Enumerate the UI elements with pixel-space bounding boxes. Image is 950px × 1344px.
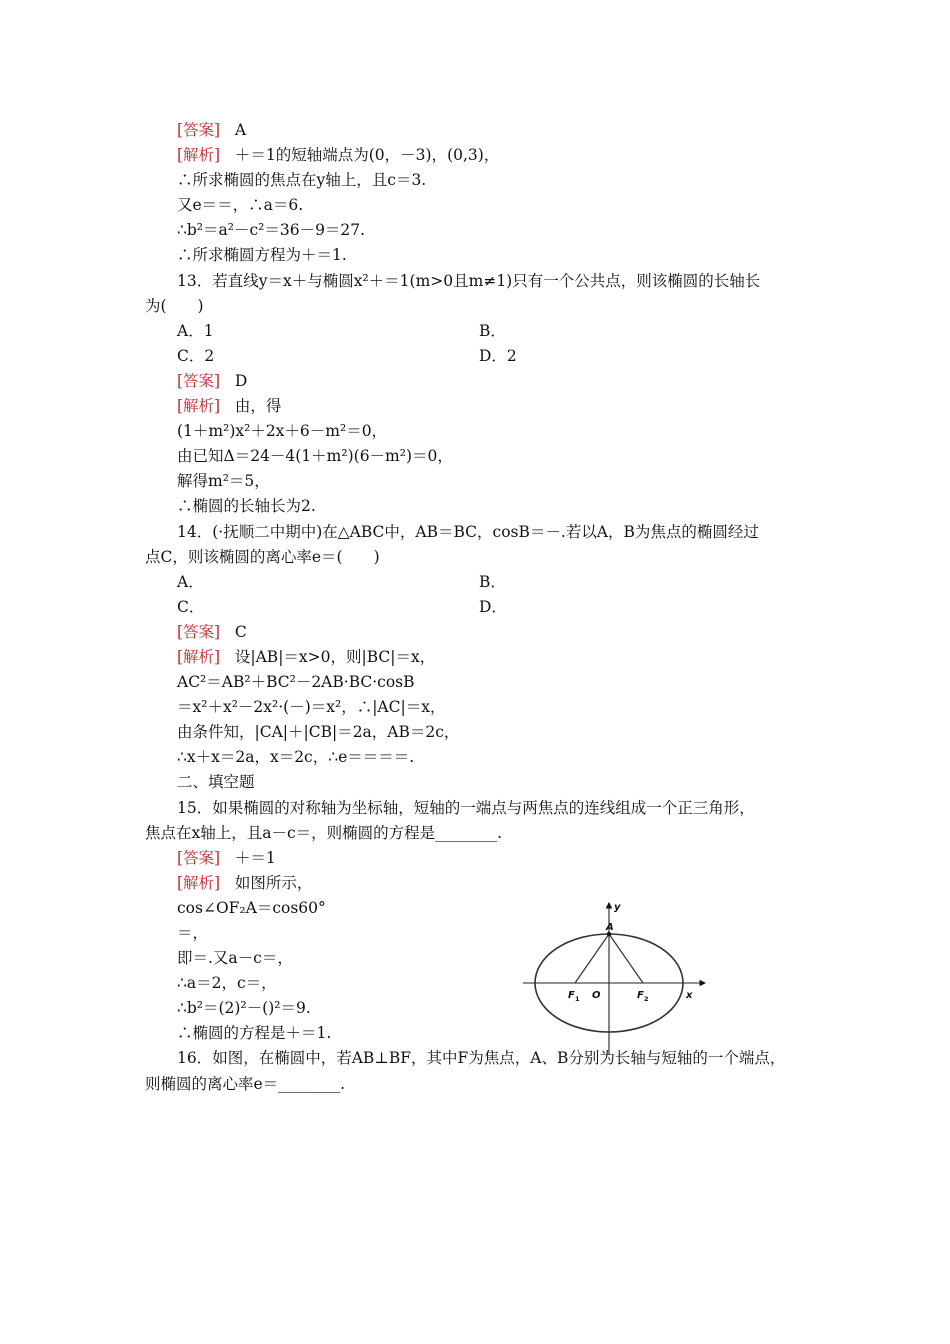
label-y: y <box>614 902 621 913</box>
text-line <box>145 770 825 795</box>
text-line <box>145 821 825 846</box>
line-text: 焦点在x轴上，且a－c＝，则椭圆的方程是________. <box>145 823 503 842</box>
line-text: D <box>234 371 248 390</box>
text-line <box>145 1046 825 1071</box>
text-line <box>145 243 825 268</box>
section-tag: [答案] <box>177 121 221 139</box>
line-text: 16．如图，在椭圆中，若AB⊥BF，其中F为焦点，A、B分别为长轴与短轴的一个端点， <box>177 1049 786 1068</box>
text-line <box>145 796 825 821</box>
section-tag: [解析] <box>177 647 221 666</box>
line-text: 即＝.又a－c＝， <box>177 949 293 968</box>
option-row <box>145 319 825 344</box>
document-body <box>145 118 825 1097</box>
line-text: ∴b²＝a²－c²＝36－9＝27. <box>177 221 366 240</box>
line-text: 解得m²＝5， <box>177 472 270 491</box>
line-text: A <box>234 121 247 139</box>
text-line <box>145 670 825 695</box>
label-f1: F <box>568 990 575 1001</box>
section-tag: [解析] <box>177 873 221 892</box>
text-line <box>145 469 825 494</box>
ellipse-figure <box>520 897 710 1057</box>
text-line <box>145 294 825 319</box>
labeled-line <box>145 118 825 143</box>
text-line <box>145 996 825 1021</box>
option-left: A． <box>177 572 204 591</box>
text-line <box>145 1021 825 1046</box>
labeled-line <box>145 846 825 871</box>
line-text: (1＋m²)x²＋2x＋6－m²＝0， <box>177 422 388 441</box>
option-left: C．2 <box>177 346 215 365</box>
text-line <box>145 971 825 996</box>
line-text: 15．如果椭圆的对称轴为坐标轴，短轴的一端点与两焦点的连线组成一个正三角形， <box>177 798 755 817</box>
text-line <box>145 218 825 243</box>
text-line <box>145 193 825 218</box>
text-line <box>145 494 825 519</box>
labeled-line <box>145 143 825 168</box>
segment-f1-a <box>575 934 609 983</box>
line-text: AC²＝AB²＋BC²－2AB·BC·cosB <box>177 673 415 692</box>
line-text: ＋＝1的短轴端点为(0，－3)，(0,3)， <box>234 146 500 165</box>
section-tag: [答案] <box>177 622 221 641</box>
line-text: ∴a＝2，c＝， <box>177 974 277 993</box>
section-tag: [解析] <box>177 397 221 416</box>
line-text: 又e＝＝，∴a＝6. <box>177 196 304 215</box>
text-line <box>145 745 825 770</box>
line-text: 14．(·抚顺二中期中)在△ABC中，AB＝BC，cosB＝－.若以A，B为焦点的椭圆经过 <box>177 522 759 541</box>
labeled-line <box>145 620 825 645</box>
label-f2-sub: 2 <box>644 995 649 1003</box>
section-tag: [答案] <box>177 848 221 867</box>
label-f2: F <box>637 990 644 1001</box>
line-text: 由已知Δ＝24－4(1＋m²)(6－m²)＝0， <box>177 447 453 466</box>
option-row <box>145 595 825 620</box>
labeled-line <box>145 369 825 394</box>
line-text: ＝， <box>177 924 209 942</box>
line-text: 由条件知，|CA|＋|CB|＝2a，AB＝2c， <box>177 723 460 742</box>
text-line <box>145 444 825 469</box>
text-line <box>145 1072 825 1097</box>
option-left: C． <box>177 597 205 616</box>
labeled-line <box>145 871 825 896</box>
option-right: B． <box>479 572 506 591</box>
line-text: ∴所求椭圆的焦点在y轴上，且c＝3. <box>177 171 427 190</box>
text-line <box>145 520 825 545</box>
text-line <box>145 545 825 570</box>
line-text: 二、填空题 <box>177 773 255 792</box>
option-row <box>145 344 825 369</box>
line-text: 设|AB|＝x>0，则|BC|＝x， <box>234 647 436 666</box>
line-text: 则椭圆的离心率e＝________. <box>145 1074 346 1093</box>
line-text: C <box>234 622 247 641</box>
line-text: ＝x²＋x²－2x²·(－)＝x²，∴|AC|＝x， <box>177 698 446 717</box>
text-line <box>145 419 825 444</box>
segment-f2-a <box>609 934 643 983</box>
line-text: ∴椭圆的长轴长为2. <box>177 497 316 516</box>
label-f1-sub: 1 <box>575 995 580 1003</box>
line-text: ∴椭圆的方程是＋＝1. <box>177 1024 332 1043</box>
text-line <box>145 896 825 921</box>
line-text: 由，得 <box>234 397 282 416</box>
section-tag: [答案] <box>177 371 221 390</box>
line-text: 为( ) <box>145 296 204 315</box>
text-line <box>145 946 825 971</box>
option-left: A．1 <box>177 321 214 340</box>
text-line <box>145 269 825 294</box>
text-line <box>145 921 825 946</box>
ellipse-diagram <box>520 897 710 1057</box>
label-x: x <box>686 990 693 1001</box>
line-text: 如图所示， <box>234 873 313 892</box>
text-line <box>145 695 825 720</box>
labeled-line <box>145 645 825 670</box>
text-line <box>145 720 825 745</box>
line-text: ∴x＋x＝2a，x＝2c，∴e＝＝＝＝. <box>177 748 415 767</box>
label-o: O <box>592 990 601 1001</box>
label-a: A <box>606 922 614 933</box>
option-right: B． <box>479 321 506 340</box>
line-text: 点C，则该椭圆的离心率e＝( ) <box>145 547 380 566</box>
labeled-line <box>145 394 825 419</box>
line-text: ∴b²＝(2)²－()²＝9. <box>177 999 311 1018</box>
line-text: cos∠OF₂A＝cos60° <box>177 898 326 917</box>
line-text: ∴所求椭圆方程为＋＝1. <box>177 246 347 265</box>
option-right: D．2 <box>479 346 517 365</box>
line-text: 13．若直线y＝x＋与椭圆x²＋＝1(m>0且m≠1)只有一个公共点，则该椭圆的长轴长 <box>177 271 761 290</box>
option-right: D． <box>479 597 507 616</box>
option-row <box>145 570 825 595</box>
section-tag: [解析] <box>177 146 221 165</box>
line-text: ＋＝1 <box>234 848 276 867</box>
text-line <box>145 168 825 193</box>
